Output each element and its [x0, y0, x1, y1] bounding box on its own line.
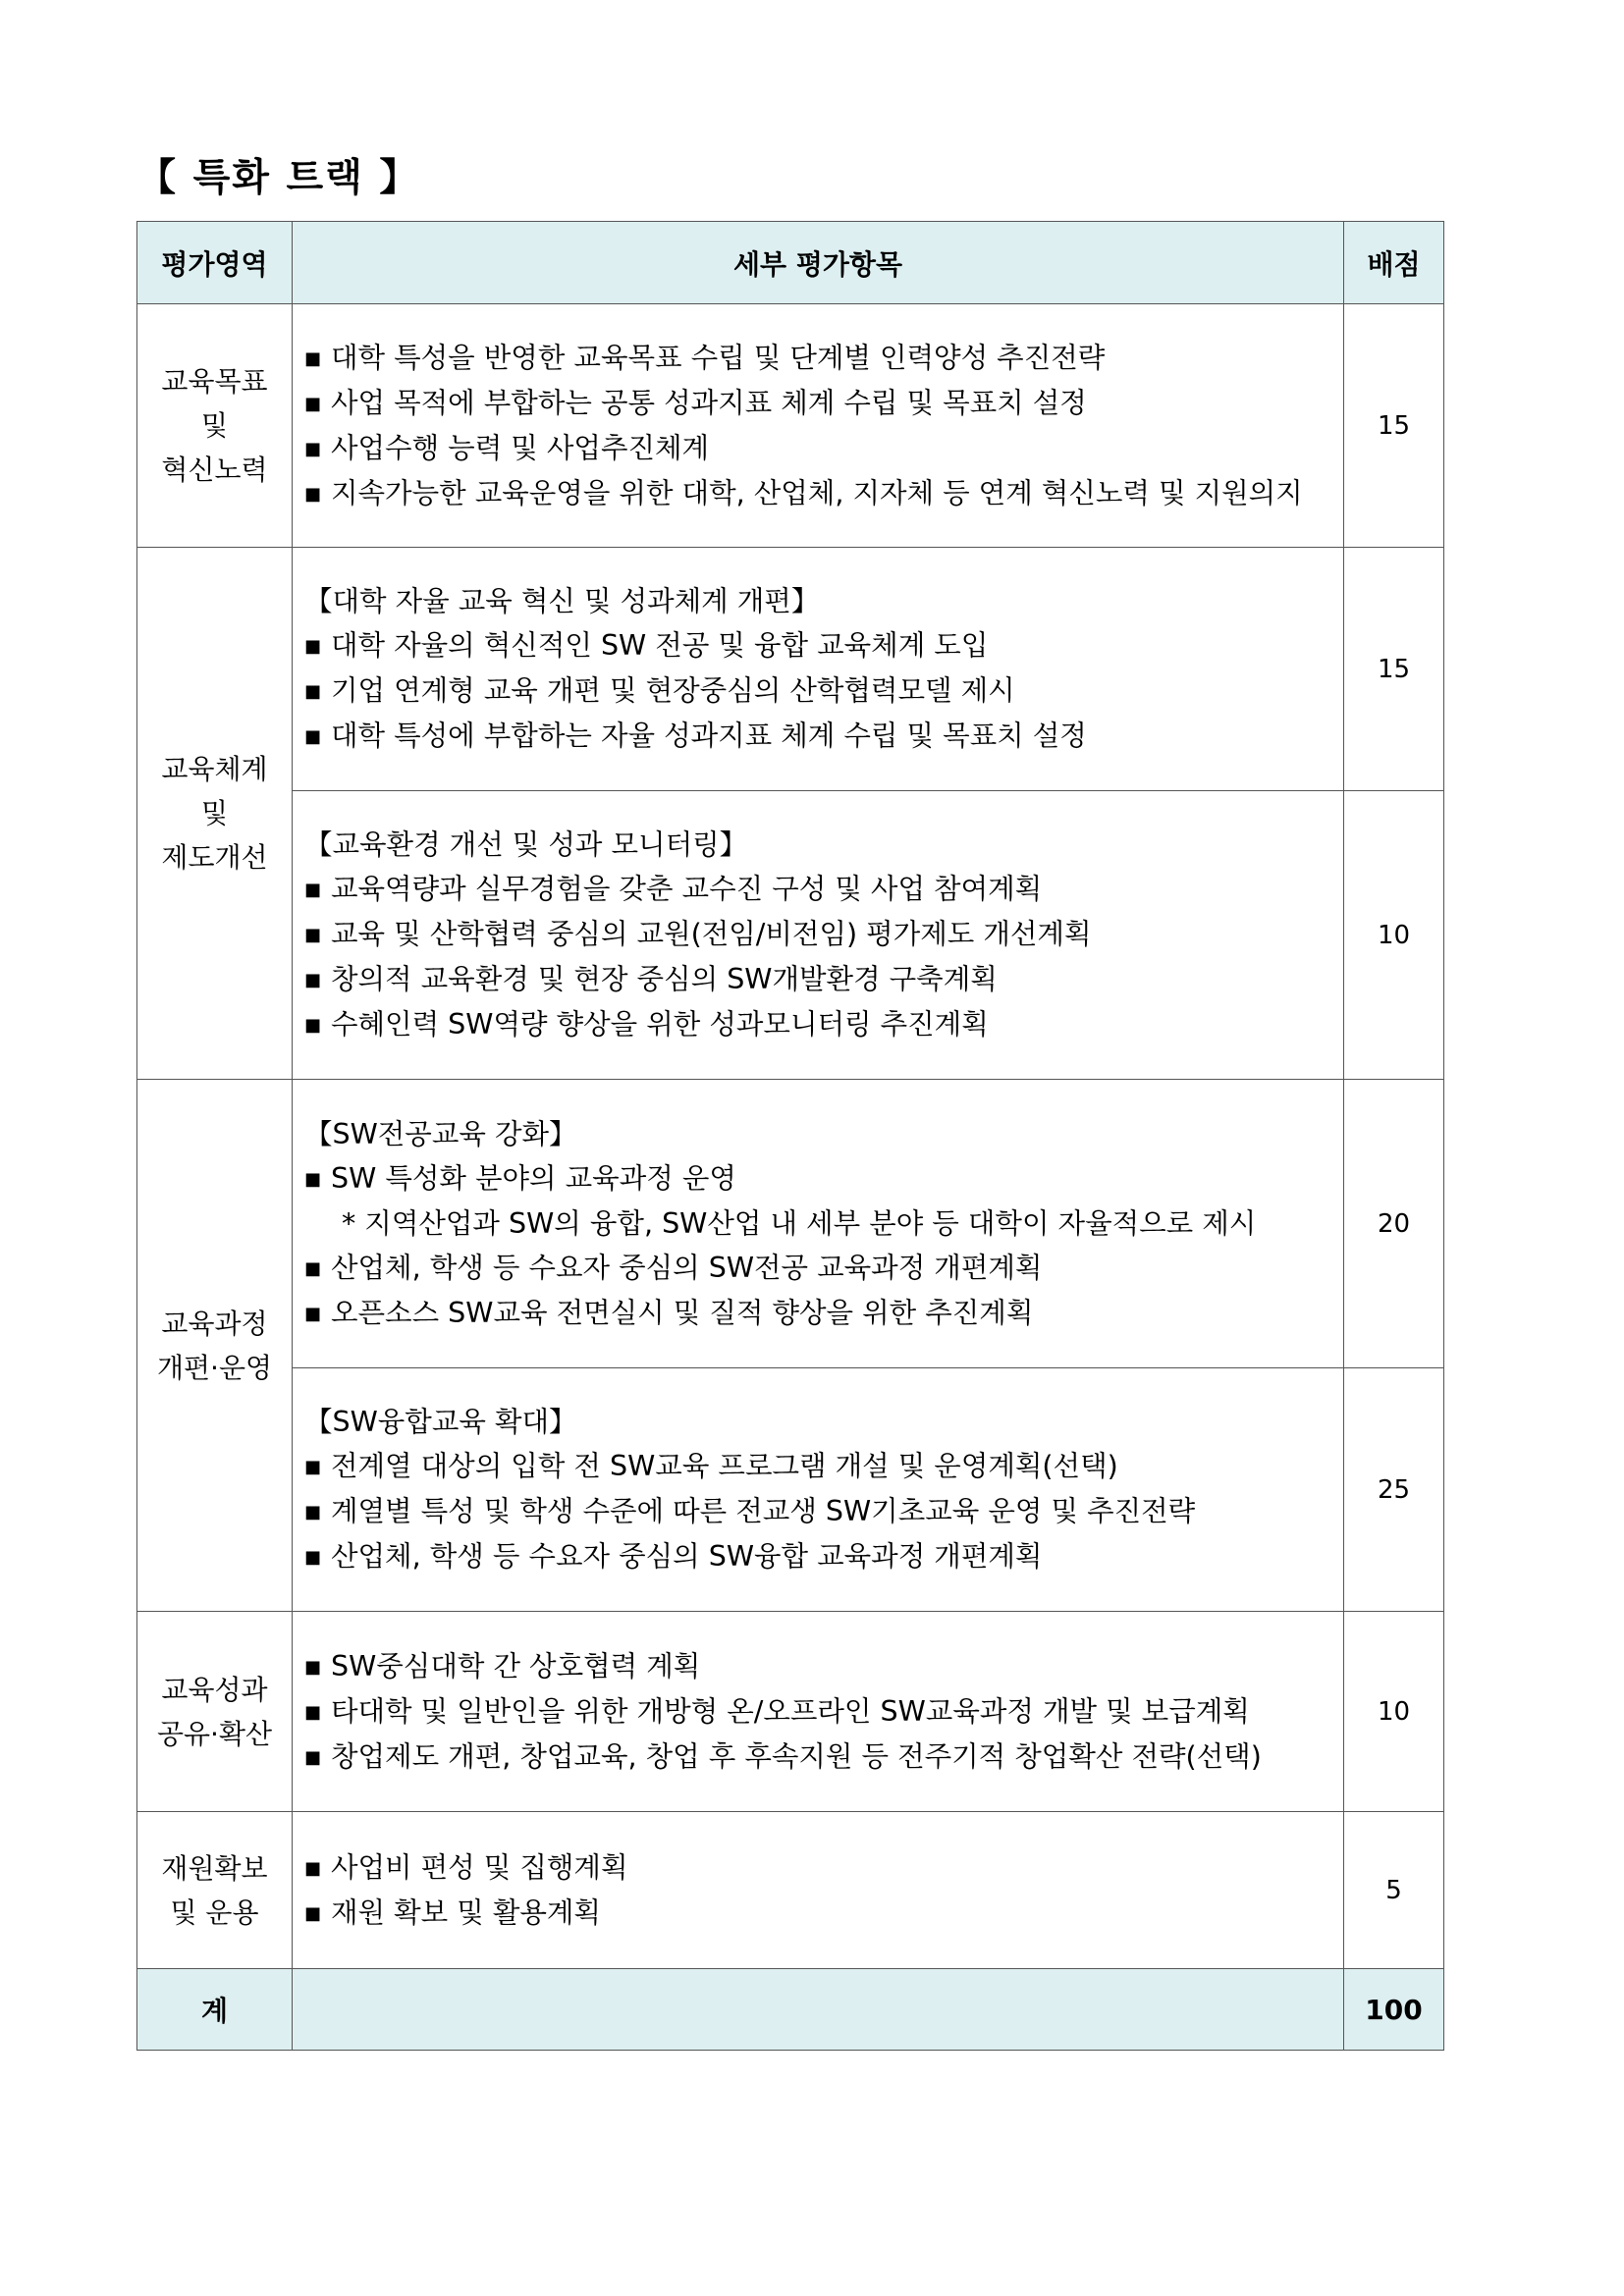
square-bullet-icon: ■	[304, 1746, 322, 1768]
list-item: ■ 사업 목적에 부합하는 공통 성과지표 체계 수립 및 목표치 설정	[304, 381, 1343, 426]
list-item: ■ 대학 자율의 혁신적인 SW 전공 및 융합 교육체계 도입	[304, 623, 1343, 668]
square-bullet-icon: ■	[304, 1502, 322, 1522]
table-row	[137, 1080, 1444, 1368]
total-label: 계	[137, 1969, 293, 2051]
items-cell	[293, 1080, 1344, 1368]
list-item: ■ 기업 연계형 교육 개편 및 현장중심의 산학협력모델 제시	[304, 668, 1343, 714]
list-item: ■ 교육역량과 실무경험을 갖춘 교수진 구성 및 사업 참여계획	[304, 867, 1343, 912]
list-item: ■ SW중심대학 간 상호협력 계획	[304, 1644, 1343, 1689]
square-bullet-icon: ■	[304, 1902, 322, 1924]
area-cell	[137, 1612, 293, 1812]
list-item: ■ 사업비 편성 및 집행계획	[304, 1845, 1343, 1891]
table-row	[137, 791, 1444, 1080]
table-row	[137, 1612, 1444, 1812]
section-heading: 【SW전공교육 강화】	[304, 1117, 577, 1150]
square-bullet-icon: ■	[304, 636, 322, 657]
score-cell: 15	[1344, 304, 1444, 548]
table-row	[137, 548, 1444, 791]
square-bullet-icon: ■	[304, 347, 322, 369]
square-bullet-icon: ■	[304, 1857, 322, 1879]
area-line: 교육목표	[161, 365, 268, 398]
total-empty-cell	[293, 1969, 1344, 2051]
list-item: ■ 교육 및 산학협력 중심의 교원(전임/비전임) 평가제도 개선계획	[304, 912, 1343, 957]
score-cell: 25	[1344, 1368, 1444, 1612]
square-bullet-icon: ■	[304, 1457, 322, 1477]
area-line: 재원확보	[161, 1851, 268, 1885]
square-bullet-icon: ■	[304, 880, 322, 900]
list-item: ■ 대학 특성을 반영한 교육목표 수립 및 단계별 인력양성 추진전략	[304, 336, 1343, 381]
square-bullet-icon: ■	[304, 438, 322, 459]
table-row	[137, 1812, 1444, 1969]
list-item: ■ 계열별 특성 및 학생 수준에 따른 전교생 SW기초교육 운영 및 추진전략	[304, 1489, 1343, 1534]
score-cell: 10	[1344, 1612, 1444, 1812]
area-line: 혁신노력	[161, 454, 268, 486]
area-cell	[137, 1080, 293, 1612]
square-bullet-icon: ■	[304, 925, 322, 945]
total-score: 100	[1344, 1969, 1444, 2051]
items-cell	[293, 1812, 1344, 1969]
square-bullet-icon: ■	[304, 1656, 322, 1678]
section-heading: 【SW융합교육 확대】	[304, 1406, 577, 1438]
evaluation-table	[136, 221, 1444, 2051]
area-line: 교육체계	[161, 753, 268, 785]
items-cell	[293, 548, 1344, 791]
area-cell	[137, 304, 293, 548]
list-item: ■ 창업제도 개편, 창업교육, 창업 후 후속지원 등 전주기적 창업확산 전략(선택)	[304, 1735, 1343, 1780]
section-heading: 【대학 자율 교육 혁신 및 성과체계 개편】	[304, 585, 820, 617]
area-line: 교육성과	[161, 1673, 268, 1706]
list-item: ■ SW 특성화 분야의 교육과정 운영	[304, 1156, 1343, 1201]
list-item: ■ 창의적 교육환경 및 현장 중심의 SW개발환경 구축계획	[304, 957, 1343, 1002]
area-line: 공유·확산	[156, 1717, 273, 1750]
square-bullet-icon: ■	[304, 726, 322, 747]
area-cell	[137, 548, 293, 1080]
area-cell	[137, 1812, 293, 1969]
table-header-row	[137, 222, 1444, 304]
table-row	[137, 304, 1444, 548]
score-cell: 10	[1344, 791, 1444, 1080]
note-text: * 지역산업과 SW의 융합, SW산업 내 세부 분야 등 대학이 자율적으로 제시	[342, 1206, 1257, 1240]
square-bullet-icon: ■	[304, 483, 322, 505]
list-item: ■ 산업체, 학생 등 수요자 중심의 SW융합 교육과정 개편계획	[304, 1534, 1343, 1579]
list-item: ■ 전계열 대상의 입학 전 SW교육 프로그램 개설 및 운영계획(선택)	[304, 1444, 1343, 1489]
items-cell	[293, 791, 1344, 1080]
square-bullet-icon: ■	[304, 1547, 322, 1568]
list-item: ■ 타대학 및 일반인을 위한 개방형 온/오프라인 SW교육과정 개발 및 보급계획	[304, 1689, 1343, 1735]
header-score: 배점	[1344, 222, 1444, 304]
table-row	[137, 1368, 1444, 1612]
score-cell: 5	[1344, 1812, 1444, 1969]
items-cell	[293, 1368, 1344, 1612]
area-line: 및	[200, 797, 229, 829]
area-line: 및 운용	[170, 1896, 259, 1929]
list-item: ■ 수혜인력 SW역량 향상을 위한 성과모니터링 추진계획	[304, 1002, 1343, 1047]
square-bullet-icon: ■	[304, 393, 322, 414]
square-bullet-icon: ■	[304, 1168, 322, 1190]
score-cell: 20	[1344, 1080, 1444, 1368]
section-heading: 【교육환경 개선 및 성과 모니터링】	[304, 828, 748, 861]
area-line: 교육과정	[161, 1307, 268, 1340]
square-bullet-icon: ■	[304, 1303, 322, 1324]
square-bullet-icon: ■	[304, 681, 322, 702]
items-cell	[293, 304, 1344, 548]
area-line: 제도개선	[161, 841, 268, 874]
score-cell: 15	[1344, 548, 1444, 791]
total-row	[137, 1969, 1444, 2051]
list-item: ■ 산업체, 학생 등 수요자 중심의 SW전공 교육과정 개편계획	[304, 1246, 1343, 1291]
list-item: ■ 사업수행 능력 및 사업추진체계	[304, 426, 1343, 471]
square-bullet-icon: ■	[304, 1257, 322, 1279]
header-area: 평가영역	[137, 222, 293, 304]
list-item: ■ 지속가능한 교육운영을 위한 대학, 산업체, 지자체 등 연계 혁신노력 및 지원의지	[304, 471, 1343, 516]
list-item: ■ 대학 특성에 부합하는 자율 성과지표 체계 수립 및 목표치 설정	[304, 714, 1343, 759]
square-bullet-icon: ■	[304, 1701, 322, 1723]
area-line: 및	[200, 409, 229, 442]
list-item: ■ 오픈소스 SW교육 전면실시 및 질적 향상을 위한 추진계획	[304, 1291, 1343, 1336]
items-cell	[293, 1612, 1344, 1812]
square-bullet-icon: ■	[304, 1015, 322, 1036]
list-item: ■ 재원 확보 및 활용계획	[304, 1891, 1343, 1936]
header-items: 세부 평가항목	[293, 222, 1344, 304]
page-title: 【 특화 트랙 】	[137, 156, 420, 200]
square-bullet-icon: ■	[304, 970, 322, 990]
area-line: 개편·운영	[156, 1351, 273, 1384]
